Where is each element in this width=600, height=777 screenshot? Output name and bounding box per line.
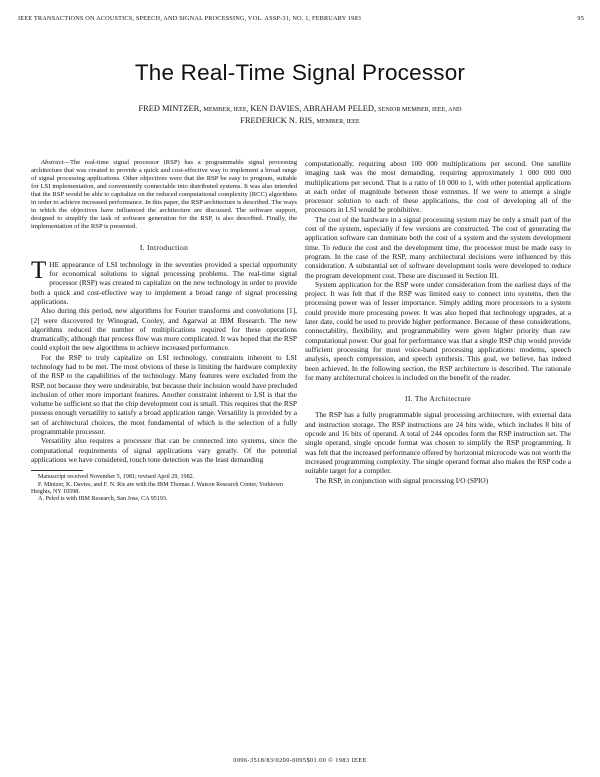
- footnote-rule: [31, 470, 83, 471]
- body-paragraph: [31, 256, 297, 306]
- drop-cap: T: [31, 256, 47, 284]
- author-names-2: KEN DAVIES, ABRAHAM PELED,: [250, 104, 377, 113]
- right-column: [305, 159, 571, 485]
- section-heading-architecture: II. The Architecture: [405, 394, 471, 404]
- footnote-affiliation-1: F. Mintzer, K. Davies, and F. N. Ris are with the IBM Thomas J. Watson Research Center, Yorktown Heights, NY 10598.: [31, 481, 283, 496]
- body-text-r3: System application for the RSP were under consideration from the earliest days of the project. It was felt that if the RSP was limited easy to connect into systems, then the processing power was of lesser importance. Simply adding more processors to a system could provide more processing power. It was also hoped that technology upgrades, at a later date, could be used to provide higher performance. Because of these considerations, connectability, flexibility, and programmability were given higher priority than raw computational power. Our goal for performance was that a single RSP chip would provide sufficient processing for most voice-band processing applications: modems, speech analysis, speech compression, and speech synthesis. This goal, we believe, has indeed been achieved. In the following section, the RSP architecture is described. The rationale for many architectural choices is included on the benefit of the reader.: [305, 279, 571, 382]
- intro-text-4: Versatility also requires a processor that can be connected into systems, since the computational requirements of signal applications vary greatly. Of the potential applications we have considered, touch tone detection was the least demanding: [31, 436, 297, 464]
- page-number: 95: [577, 15, 584, 22]
- intro-text-3: For the RSP to truly capitalize on LSI technology, constraints inherent to LSI technology had to be met. The most obvious of these is limiting the hardware complexity of the RSP to the capabilities of the technology. Many features were excluded from the RSP, not because they were undesirable, but because their inclusion would have precluded inclusion of other more important features. Another constraint inherent to LSI is that the volume be sufficient so that the chip development cost is small. This requires that the RSP possess enough versatility to satisfy a broad application range. Versatility is provided by a set of architectural choices, the most fundamental of which is the selection of a fully programmable processor.: [31, 352, 297, 437]
- author-membership-2: SENIOR MEMBER, IEEE, AND: [378, 106, 462, 113]
- copyright-footer: 0096-3518/83/0200-0095$01.00 © 1983 IEEE: [233, 757, 367, 764]
- abstract-text: —The real-time signal processor (RSP) has a programmable signal processing architecture that was created to provide a quick and cost-effective way to implement a broad range of signal processing applications. Other objectives were that the RSP be easy to program, suitable for LSI implementation, and conveniently connectable into distributed systems. It was also intended that the RSP would be able to capitalize on the reduced computational complexity (RCC) algorithms in order to achieve increased performance. In this paper, the RSP architecture is described. The ways in which the objectives have influenced the architecture are discussed. The software support, designed to simplify the task of software generation for the RSP, is also described. Finally, the implementation of the RSP is presented.: [31, 159, 297, 231]
- abstract: [31, 159, 297, 231]
- running-head: [18, 15, 584, 22]
- section-heading-introduction: I. Introduction: [139, 243, 189, 253]
- intro-text-1: HE appearance of LSI technology in the seventies provided a special opportunity for economical solutions to signal processing problems. The real-time signal processor (RSP) was created to capitalize on the new technology in order to provide both a quick and cost-effective way to implement a broad range of signal processing applications.: [31, 259, 297, 306]
- intro-text-2: Also during this period, new algorithms for Fourier transforms and convolutions [1], [2] were discovered by Winograd, Cooley, and Agarwal at IBM Research. The new algorithms reduced the number of multiplications required for these operations dramatically, although that process flow was more complicated. It was hoped that the RSP could exploit the new algorithms to achieve increased performance.: [31, 306, 297, 353]
- body-text-r1: computationally, requiring about 100 000 multiplications per second. One satellite imaging task was the most demanding, requiring approximately 1 000 000 000 multiplications per second. That is a ratio of 10 000 to 1, with other potential applications at each order of magnitude between those extremes. If we were to attempt a single processor solution to each of these applications, the cost of developing all of the processors in LSI would be prohibitive.: [305, 159, 571, 215]
- body-text-r4: The RSP has a fully programmable signal processing architecture, with external data and instruction storage. The RSP instructions are 24 bits wide, which includes 8 bits of opcode and 16 bits of operand. A total of 244 opcodes form the RSP instruction set. The single operand, single opcode format was chosen to simplify the RSP programming. It was felt that the increased performance offered by horizontal microcode was not worth the increased programming complexity. The single operand format also makes the RSP code a suitable target for a compiler.: [305, 410, 571, 476]
- author-membership-3: MEMBER, IEEE: [316, 118, 360, 125]
- left-column: [31, 159, 297, 504]
- abstract-lead: Abstract: [41, 159, 64, 166]
- body-text-r5: The RSP, in conjunction with signal processing I/O (SPIO): [315, 475, 489, 485]
- author-names-3: FREDERICK N. RIS,: [240, 116, 315, 125]
- author-membership-1: MEMBER, IEEE,: [203, 106, 249, 113]
- journal-running-title: IEEE TRANSACTIONS ON ACOUSTICS, SPEECH, AND SIGNAL PROCESSING, VOL. ASSP-31, NO. 1, FEBRUARY 1983: [18, 15, 362, 22]
- footnote-affiliation-2: A. Peled is with IBM Research, San Jose, CA 95193.: [38, 496, 168, 503]
- footnote-manuscript: Manuscript received November 5, 1981; revised April 29, 1982.: [38, 474, 195, 481]
- footnotes: [31, 474, 297, 504]
- body-text-r2: The cost of the hardware in a signal processing system may be only a small part of the cost of the system, especially if few versions are constructed. The cost of generating the application software can dominate both the cost of a system and the system development time. To reduce the cost and the development time, the processor must be made easy to program. In the case of the RSP, many architectural decisions were influenced by this consideration. A substantial set of software development tools were developed to reduce the program development cost. These are discussed in Section III.: [305, 214, 571, 280]
- author-names-1: FRED MINTZER,: [138, 104, 202, 113]
- paper-title: The Real-Time Signal Processor: [134, 60, 466, 85]
- author-block: [60, 103, 540, 127]
